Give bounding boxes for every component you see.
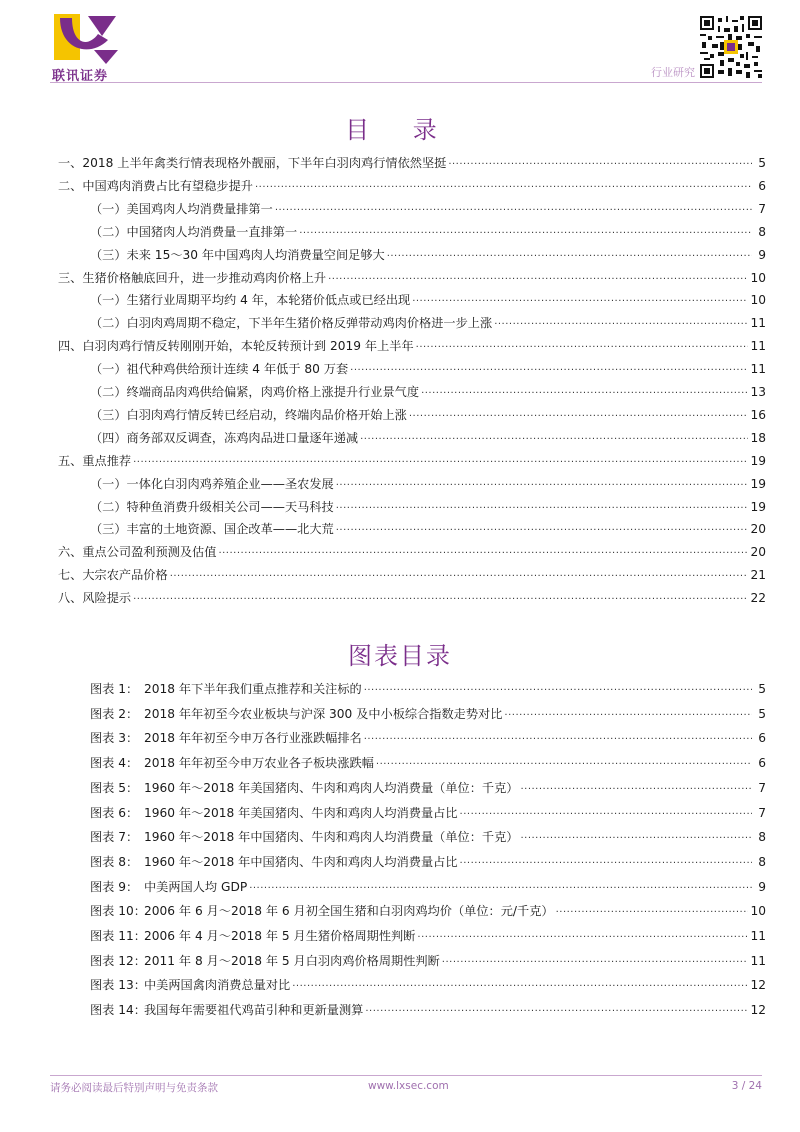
qr-code <box>700 16 762 78</box>
figure-entry-page: 8 <box>758 830 766 845</box>
toc-leader-dots <box>448 155 752 169</box>
figure-entry[interactable] <box>90 878 766 896</box>
figure-entry-page: 9 <box>758 879 766 894</box>
toc-entry-title: 五、重点推荐 <box>58 453 132 468</box>
toc-entry-title: （二）中国猪肉人均消费量一直排第一 <box>90 224 298 239</box>
figure-entry-label: 图表 4： <box>90 756 139 771</box>
toc-entry[interactable] <box>58 269 766 287</box>
company-name: 联讯证券 <box>52 69 109 84</box>
figure-leader-dots <box>442 953 749 967</box>
toc-leader-dots <box>218 544 748 558</box>
figure-entry-page: 7 <box>758 780 766 795</box>
figure-entry-page: 7 <box>758 805 766 820</box>
figure-entry-title: 1960 年～2018 年中国猪肉、牛肉和鸡肉人均消费量占比 <box>144 854 458 869</box>
toc-entry-title: 六、重点公司盈利预测及估值 <box>58 545 217 560</box>
toc-entry[interactable] <box>58 337 766 355</box>
figure-entry-title: 2006 年 6 月～2018 年 6 月初全国生猪和白羽肉鸡均价（单位：元/千克） <box>144 904 554 919</box>
figure-leader-dots <box>520 829 752 843</box>
figure-list-title: 图表目录 <box>348 642 452 670</box>
toc-entry-title: 四、白羽肉鸡行情反转刚刚开始，本轮反转预计到 2019 年上半年 <box>58 339 414 354</box>
toc-entry[interactable] <box>90 291 766 309</box>
figure-entry[interactable] <box>90 754 766 772</box>
toc-entry-page: 22 <box>750 591 766 606</box>
toc-entry-title: 七、大宗农产品价格 <box>58 568 168 583</box>
toc-title: 目 录 <box>345 116 455 144</box>
figure-entry[interactable] <box>90 804 766 822</box>
figure-entry-label: 图表 7： <box>90 830 139 845</box>
toc-entry-title: （一）美国鸡肉人均消费量排第一 <box>90 201 273 216</box>
toc-entry-page: 19 <box>750 499 766 514</box>
website-link[interactable]: www.lxsec.com <box>368 1080 449 1092</box>
toc-entry-title: （三）未来 15～30 年中国鸡肉人均消费量空间足够大 <box>90 247 385 262</box>
figure-entry-title: 2018 年年初至今农业板块与沪深 300 及中小板综合指数走势对比 <box>144 706 503 721</box>
figure-leader-dots <box>364 730 752 744</box>
figure-leader-dots <box>364 681 752 695</box>
toc-entry[interactable] <box>90 246 766 264</box>
header-divider <box>50 82 762 83</box>
toc-leader-dots <box>412 292 748 306</box>
toc-leader-dots <box>170 567 749 581</box>
toc-entry[interactable] <box>90 314 766 332</box>
figure-leader-dots <box>365 1002 748 1016</box>
toc-entry[interactable] <box>90 223 766 241</box>
toc-leader-dots <box>336 499 749 513</box>
figure-leader-dots <box>556 903 749 917</box>
figure-entry-label: 图表 10： <box>90 904 146 919</box>
toc-entry-page: 8 <box>758 224 766 239</box>
figure-leader-dots <box>504 706 752 720</box>
toc-entry-title: （二）终端商品肉鸡供给偏紧，肉鸡价格上涨提升行业景气度 <box>90 385 420 399</box>
toc-entry-title: 三、生猪价格触底回升，进一步推动鸡肉价格上升 <box>58 270 327 285</box>
figure-entry-title: 2006 年 4 月～2018 年 5 月生猪价格周期性判断 <box>144 929 416 943</box>
toc-entry-page: 10 <box>750 270 766 285</box>
toc-entry[interactable] <box>90 383 766 401</box>
report-category: 行业研究 <box>651 66 695 79</box>
toc-entry-page: 13 <box>750 385 766 399</box>
toc-entry-title: 八、风险提示 <box>58 591 132 606</box>
toc-leader-dots <box>421 384 748 398</box>
figure-entry-title: 中美两国人均 GDP <box>144 879 248 894</box>
toc-entry[interactable] <box>90 429 766 447</box>
figure-entry-page: 6 <box>758 731 766 746</box>
toc-leader-dots <box>336 476 749 490</box>
figure-entry-page: 5 <box>758 706 766 721</box>
toc-entry[interactable] <box>58 589 766 607</box>
toc-entry-page: 19 <box>750 453 766 468</box>
figure-entry-label: 图表 6： <box>90 805 139 820</box>
figure-entry-label: 图表 8： <box>90 854 139 869</box>
figure-entry-title: 1960 年～2018 年美国猪肉、牛肉和鸡肉人均消费量（单位：千克） <box>144 780 519 795</box>
figure-entry-page: 10 <box>750 904 766 919</box>
figure-leader-dots <box>460 805 752 819</box>
toc-entry-page: 5 <box>758 156 766 170</box>
toc-entry[interactable] <box>90 475 766 493</box>
toc-leader-dots <box>275 201 752 215</box>
toc-entry-title: （一）一体化白羽肉鸡养殖企业——圣农发展 <box>90 476 334 491</box>
page-number: 3 / 24 <box>731 1080 762 1092</box>
toc-leader-dots <box>494 315 748 329</box>
toc-entry[interactable] <box>90 360 766 378</box>
toc-entry-page: 20 <box>750 522 766 537</box>
figure-leader-dots <box>292 977 748 991</box>
figure-leader-dots <box>460 854 752 868</box>
footer-divider <box>50 1075 762 1076</box>
figure-entry-title: 1960 年～2018 年中国猪肉、牛肉和鸡肉人均消费量（单位：千克） <box>144 830 519 845</box>
toc-entry-title: 二、中国鸡肉消费占比有望稳步提升 <box>58 178 253 193</box>
figure-entry-title: 我国每年需要祖代鸡苗引种和更新量测算 <box>144 1003 364 1018</box>
figure-entry-page: 12 <box>750 978 766 993</box>
toc-leader-dots <box>387 247 752 261</box>
toc-entry-page: 18 <box>750 430 766 445</box>
figure-entry-title: 1960 年～2018 年美国猪肉、牛肉和鸡肉人均消费量占比 <box>144 805 458 820</box>
figure-entry-label: 图表 1： <box>90 682 139 696</box>
toc-leader-dots <box>416 338 749 352</box>
toc-entry-title: （一）祖代种鸡供给预计连续 4 年低于 80 万套 <box>90 362 349 377</box>
figure-entry-title: 中美两国禽肉消费总量对比 <box>144 978 291 993</box>
toc-entry[interactable] <box>58 154 766 172</box>
toc-entry-page: 20 <box>750 545 766 560</box>
toc-entry[interactable] <box>58 566 766 584</box>
figure-entry-label: 图表 3： <box>90 731 139 746</box>
figure-entry[interactable] <box>90 902 766 920</box>
toc-entry-page: 19 <box>750 476 766 491</box>
toc-entry-title: （二）白羽肉鸡周期不稳定，下半年生猪价格反弹带动鸡肉价格进一步上涨 <box>90 316 493 331</box>
toc-leader-dots <box>336 521 749 535</box>
logo-icon <box>50 10 120 68</box>
toc-entry-page: 10 <box>750 293 766 308</box>
toc-entry-title: 一、2018 上半年禽类行情表现格外靓丽，下半年白羽肉鸡行情依然坚挺 <box>58 156 447 170</box>
company-logo <box>50 10 130 84</box>
figure-entry-title: 2018 年年初至今申万各行业涨跌幅排名 <box>144 731 362 746</box>
figure-entry-label: 图表 13： <box>90 978 146 993</box>
figure-entry-label: 图表 2： <box>90 706 139 721</box>
toc-entry-page: 16 <box>750 407 766 422</box>
figure-entry-label: 图表 5： <box>90 780 139 795</box>
figure-entry-page: 11 <box>750 953 766 968</box>
toc-entry-title: （四）商务部双反调查，冻鸡肉品进口量逐年递减 <box>90 430 359 445</box>
figure-entry[interactable] <box>90 1001 766 1019</box>
disclaimer-text: 请务必阅读最后特别声明与免责条款 <box>50 1082 218 1094</box>
figure-entry-title: 2011 年 8 月～2018 年 5 月白羽肉鸡价格周期性判断 <box>144 953 440 968</box>
figure-entry[interactable] <box>90 853 766 871</box>
toc-entry-page: 11 <box>750 339 766 354</box>
toc-leader-dots <box>133 590 748 604</box>
figure-entry-page: 5 <box>758 682 766 696</box>
toc-entry[interactable] <box>58 452 766 470</box>
figure-entry[interactable] <box>90 976 766 994</box>
figure-entry-label: 图表 11： <box>90 929 146 943</box>
toc-leader-dots <box>360 430 748 444</box>
figure-entry-label: 图表 14： <box>90 1003 146 1018</box>
toc-entry[interactable] <box>90 200 766 218</box>
toc-entry-title: （三）白羽肉鸡行情反转已经启动，终端肉品价格开始上涨 <box>90 407 407 422</box>
figure-entry-page: 11 <box>750 929 766 943</box>
toc-leader-dots <box>328 270 748 284</box>
toc-entry[interactable] <box>58 543 766 561</box>
figure-entry-label: 图表 12： <box>90 953 146 968</box>
figure-entry[interactable] <box>90 729 766 747</box>
toc-entry-page: 6 <box>758 178 766 193</box>
toc-entry-title: （三）丰富的土地资源、国企改革——北大荒 <box>90 522 334 537</box>
figure-entry-title: 2018 年下半年我们重点推荐和关注标的 <box>144 682 362 696</box>
toc-entry-page: 11 <box>750 362 766 377</box>
toc-entry-title: （一）生猪行业周期平均约 4 年，本轮猪价低点或已经出现 <box>90 293 411 308</box>
toc-entry-page: 21 <box>750 568 766 583</box>
figure-entry-page: 6 <box>758 756 766 771</box>
figure-entry[interactable] <box>90 927 766 945</box>
figure-entry[interactable] <box>90 705 766 723</box>
toc-entry-page: 9 <box>758 247 766 262</box>
toc-entry-title: （二）特种鱼消费升级相关公司——天马科技 <box>90 499 334 514</box>
toc-entry[interactable] <box>90 520 766 538</box>
toc-entry[interactable] <box>90 406 766 424</box>
toc-leader-dots <box>350 361 748 375</box>
toc-entry-page: 7 <box>758 201 766 216</box>
figure-leader-dots <box>520 780 752 794</box>
toc-entry-page: 11 <box>750 316 766 331</box>
toc-entry[interactable] <box>58 177 766 195</box>
toc-leader-dots <box>255 178 752 192</box>
figure-leader-dots <box>417 928 748 942</box>
figure-leader-dots <box>249 879 752 893</box>
figure-entry[interactable] <box>90 779 766 797</box>
toc-entry[interactable] <box>90 498 766 516</box>
figure-entry-label: 图表 9： <box>90 879 139 894</box>
toc-leader-dots <box>133 453 748 467</box>
figure-entry-page: 8 <box>758 854 766 869</box>
figure-entry-title: 2018 年年初至今申万农业各子板块涨跌幅 <box>144 756 374 771</box>
figure-entry[interactable] <box>90 828 766 846</box>
toc-leader-dots <box>409 407 749 421</box>
figure-leader-dots <box>376 755 752 769</box>
toc-leader-dots <box>299 224 752 238</box>
figure-entry[interactable] <box>90 952 766 970</box>
figure-entry-page: 12 <box>750 1003 766 1018</box>
figure-entry[interactable] <box>90 680 766 698</box>
